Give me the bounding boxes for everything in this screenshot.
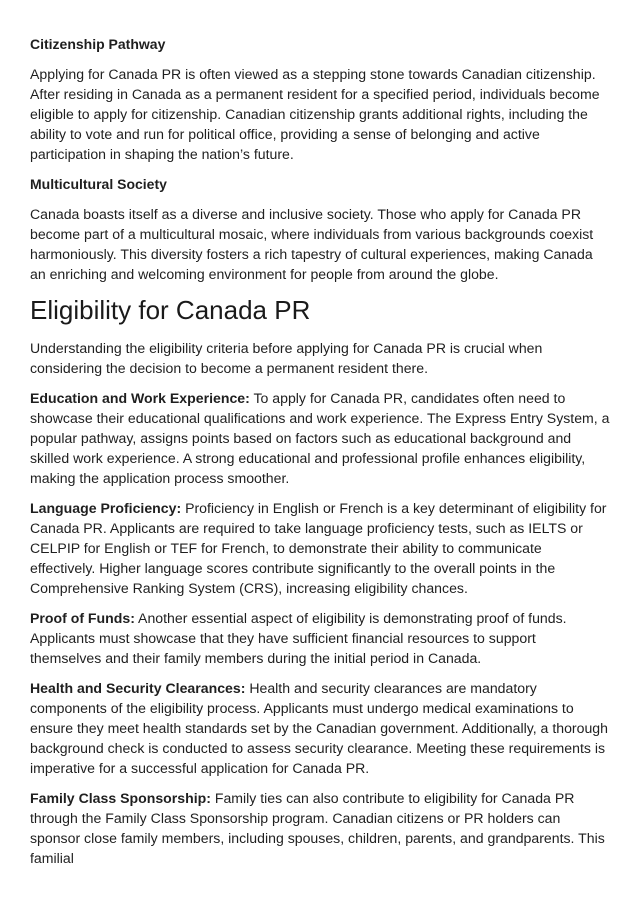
eligibility-item-text: Proficiency in English or French is a key determinant of eligibility for Canada PR. Applicants are required to take language proficiency tests, such as IELTS or CELPIP for English or TEF for French, to demonstrate their ability to communicate effectively. Higher language scores contribute significantly to the overall points in the Comprehensive Ranking System (CRS), increasing eligibility chances. — [30, 500, 607, 596]
eligibility-section-title: Eligibility for Canada PR — [30, 295, 311, 325]
multicultural-society-paragraph: Canada boasts itself as a diverse and inclusive society. Those who apply for Canada PR become part of a multicultural mosaic, where individuals from various backgrounds coexist harmoniously. This diversity fosters a rich tapestry of cultural experiences, making Canada an enriching and welcoming environment for people from around the globe. — [30, 206, 594, 282]
eligibility-item-label: Family Class Sponsorship: — [30, 790, 211, 806]
multicultural-society-heading: Multicultural Society — [30, 176, 167, 192]
eligibility-item-text: To apply for Canada PR, candidates often need to showcase their educational qualifications and work experience. The Express Entry System, a popular pathway, assigns points based on factors such as educational background and skilled work experience. A strong educational and professional profile enhances eligibility, making the application process smoother. — [30, 390, 610, 486]
eligibility-item-text: Another essential aspect of eligibility is demonstrating proof of funds. Applicants must showcase that they have sufficient financial resources to support themselves and their family members during the initial period in Canada. — [30, 610, 567, 666]
eligibility-item-family-sponsorship — [30, 788, 610, 868]
eligibility-item-health-security — [30, 678, 610, 778]
eligibility-item-label: Language Proficiency: — [30, 500, 182, 516]
eligibility-item-language — [30, 498, 610, 598]
eligibility-item-label: Education and Work Experience: — [30, 390, 250, 406]
eligibility-item-text: Family ties can also contribute to eligibility for Canada PR through the Family Class Sponsorship program. Canadian citizens or PR holders can sponsor close family members, including spouses, children, parents, and grandparents. This familial — [30, 790, 605, 866]
eligibility-item-education — [30, 388, 610, 488]
eligibility-item-funds — [30, 608, 610, 668]
eligibility-intro-paragraph: Understanding the eligibility criteria before applying for Canada PR is crucial when considering the decision to become a permanent resident there. — [30, 340, 543, 376]
citizenship-pathway-heading: Citizenship Pathway — [30, 36, 166, 52]
citizenship-pathway-paragraph: Applying for Canada PR is often viewed as a stepping stone towards Canadian citizenship. After residing in Canada as a permanent resident for a specified period, individuals become eligible to apply for citizenship. Canadian citizenship grants additional rights, including the ability to vote and run for political office, providing a sense of belonging and active participation in shaping the nation’s future. — [30, 66, 600, 162]
eligibility-item-label: Health and Security Clearances: — [30, 680, 246, 696]
eligibility-item-text: Health and security clearances are mandatory components of the eligibility process. Applicants must undergo medical examinations to ensure they meet health standards set by the Canadian government. Additionally, a thorough background check is conducted to assess security clearance. Meeting these requirements is imperative for a successful application for Canada PR. — [30, 680, 608, 776]
eligibility-item-label: Proof of Funds: — [30, 610, 135, 626]
